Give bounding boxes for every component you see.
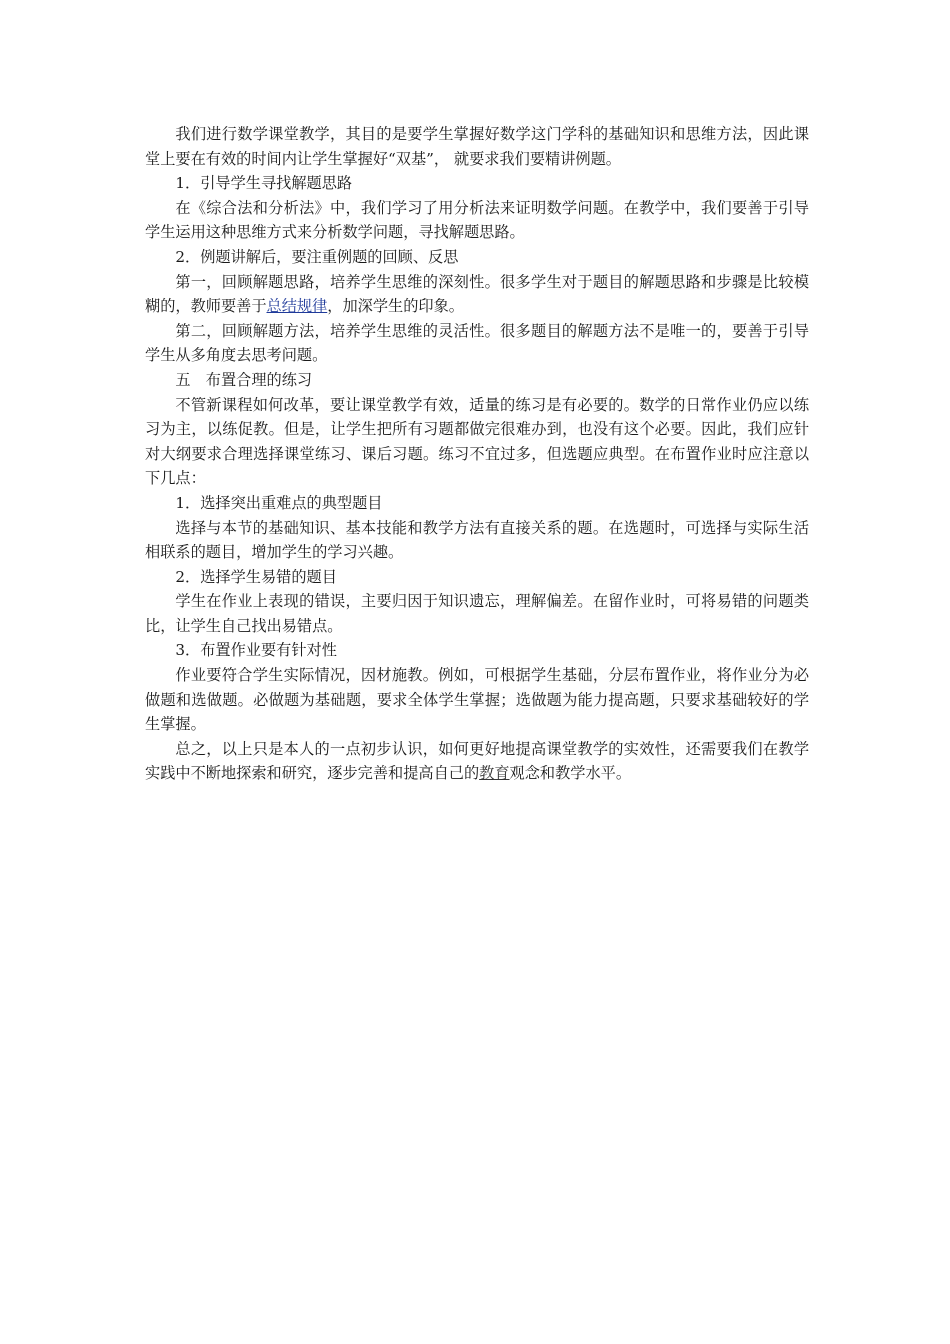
heading-review-reflect: 2．例题讲解后，要注重例题的回顾、反思 <box>175 247 459 266</box>
paragraph-review-thinking-text: 第一，回顾解题思路，培养学生思维的深刻性。很多学生对于题目的解题思路和步骤是比较模糊的，教师要善于 <box>145 272 809 316</box>
heading-section-five: 五 布置合理的练习 <box>175 370 313 389</box>
summary-rules-link[interactable]: 总结规律 <box>266 297 328 316</box>
paragraph-review-method: 第二，回顾解题方法，培养学生思维的灵活性。很多题目的解题方法不是唯一的，要善于引导学生从多角度去思考问题。 <box>145 321 809 365</box>
paragraph-conclusion-tail: 观念和教学水平。 <box>509 764 631 783</box>
education-link[interactable]: 教育 <box>479 764 510 783</box>
paragraph-intro: 我们进行数学课堂教学，其目的是要学生掌握好数学这门学科的基础知识和思维方法，因此课堂上要在有效的时间内让学生掌握好“双基”， 就要求我们要精讲例题。 <box>145 125 809 168</box>
heading-targeted-homework: 3．布置作业要有针对性 <box>175 641 337 660</box>
document-body <box>145 122 809 786</box>
heading-guide-thinking: 1．引导学生寻找解题思路 <box>175 174 353 193</box>
paragraph-review-thinking-tail: ，加深学生的印象。 <box>327 297 464 316</box>
paragraph-key-problems: 选择与本节的基础知识、基本技能和教学方法有直接关系的题。在选题时，可选择与实际生活相联系的题目，增加学生的学习兴趣。 <box>145 518 809 562</box>
paragraph-analysis-method: 在《综合法和分析法》中，我们学习了用分析法来证明数学问题。在教学中，我们要善于引导学生运用这种思维方式来分析数学问题，寻找解题思路。 <box>145 198 809 242</box>
heading-error-prone: 2．选择学生易错的题目 <box>175 567 337 586</box>
paragraph-conclusion <box>145 737 809 786</box>
heading-key-problems: 1．选择突出重难点的典型题目 <box>175 493 383 512</box>
paragraph-conclusion-text: 总之，以上只是本人的一点初步认识，如何更好地提高课堂教学的实效性，还需要我们在教学实践中不断地探索和研究，逐步完善和提高自己的 <box>145 739 809 783</box>
paragraph-review-thinking <box>145 270 809 319</box>
paragraph-exercises: 不管新课程如何改革，要让课堂教学有效，适量的练习是有必要的。数学的日常作业仍应以练习为主，以练促教。但是，让学生把所有习题都做完很难办到，也没有这个必要。因此，我们应针对大纲要求合理选择课堂练习、课后习题。练习不宜过多，但选题应典型。在布置作业时应注意以下几点： <box>145 395 809 488</box>
paragraph-targeted-homework: 作业要符合学生实际情况，因材施教。例如，可根据学生基础，分层布置作业，将作业分为必做题和选做题。必做题为基础题，要求全体学生掌握；选做题为能力提高题，只要求基础较好的学生掌握。 <box>145 666 809 734</box>
paragraph-error-prone: 学生在作业上表现的错误，主要归因于知识遗忘，理解偏差。在留作业时，可将易错的问题类比，让学生自己找出易错点。 <box>145 592 809 635</box>
